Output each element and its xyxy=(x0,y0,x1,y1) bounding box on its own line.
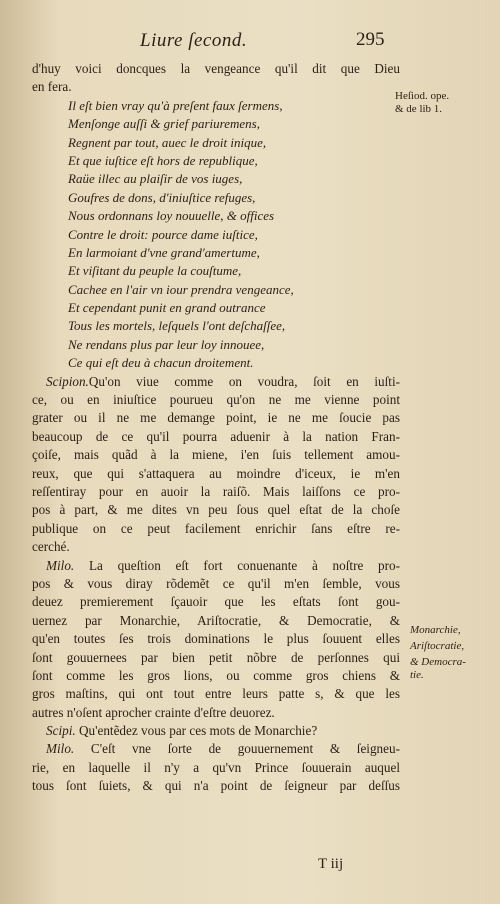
speaker-name: Milo. xyxy=(46,557,75,573)
paragraph-line: tous ſont ſuiets, & qui n'a point de ſeigneur par deſſus xyxy=(32,778,400,794)
body-text xyxy=(32,60,400,796)
intro-line-1: d'huy voici doncques la vengeance qu'il dit que Dieu xyxy=(32,61,400,76)
margin-note-monarchie: Monarchie, xyxy=(410,624,461,636)
paragraph-line: reſſentiray pour en auoir la raiſõ. Mais laiſſons ce pro- xyxy=(32,483,400,499)
scipi-line xyxy=(32,722,400,740)
verse-line: Et viſitant du peuple la couſtume, xyxy=(68,263,242,279)
paragraph-line: deuez premierement ſçauoir que les eſtats ſont gou- xyxy=(32,594,400,610)
verse-line: Et cependant punit en grand outrance xyxy=(68,300,266,316)
paragraph-line-text: La queſtion eſt fort conuenante à noſtre pro- xyxy=(88,557,400,573)
verse-line: Raüe illec au plaiſir de vos iuges, xyxy=(68,171,243,187)
paragraph-line: cerché. xyxy=(32,539,70,555)
paragraph-line: ce, ou en iniuſtice pourueu qu'on ne me vienne point xyxy=(32,392,400,408)
speaker-name: Scipi. xyxy=(46,723,76,739)
verse-line: Goufres de dons, d'iniuſtice refuges, xyxy=(68,189,256,205)
verse-line: Ce qui eſt deu à chacun droitement. xyxy=(68,355,254,371)
milo-paragraph-2 xyxy=(32,740,400,795)
paragraph-line: pos à part, & me dites vn peu ſous quel eſtat de la choſe xyxy=(32,502,400,518)
paragraph-line xyxy=(32,740,400,758)
paragraph-line: qu'en toutes ſes trois dominations le plus ſouuent elles xyxy=(32,631,400,647)
margin-note-democratie: & Democra- xyxy=(410,656,466,668)
paragraph-line: reux, que qui s'attaquera au moindre d'iceux, ie m'en xyxy=(32,465,400,481)
margin-note-tie: tie. xyxy=(410,669,424,681)
verse-line: Menſonge auſſi & grief pariuremens, xyxy=(68,116,260,132)
margin-note-hesiod-2: & de lib 1. xyxy=(395,103,443,115)
verse-line: Regnent par tout, auec le droit inique, xyxy=(68,134,267,150)
paragraph-line: beaucoup de ce qu'il pourra aduenir à la nation Fran- xyxy=(32,428,400,444)
margin-note-aristocratie: Ariſtocratie, xyxy=(410,640,465,652)
milo-paragraph xyxy=(32,557,400,723)
scipion-paragraph xyxy=(32,373,400,557)
paragraph-line: uernez par Monarchie, Ariſtocratie, & Democratie, & xyxy=(32,612,400,628)
page-header xyxy=(0,30,500,54)
paragraph-line-text: Qu'on viue comme on voudra, ſoit en iuſti- xyxy=(88,373,400,389)
paragraph-line: gros maſtins, qui ont tout entre leurs patte s, & que les xyxy=(32,686,400,702)
paragraph-line xyxy=(32,557,400,575)
paragraph-line-text: Qu'entẽdez vous par ces mots de Monarchie? xyxy=(78,723,318,739)
speaker-name: Scipion. xyxy=(46,373,89,389)
paragraph-line: çoiſe, mais quãd à la miene, i'en ſuis tellement amou- xyxy=(32,447,400,463)
paragraph-line: grater ou il ne me demange point, ie ne me ſoucie pas xyxy=(32,410,400,426)
paragraph-line: pos & vous diray rõdemẽt ce qu'il m'en ſemble, vous xyxy=(32,575,400,591)
running-title: Liure ſecond. xyxy=(140,30,248,51)
signature-mark: T iij xyxy=(318,856,344,872)
verse-line: Ne rendans plus par leur loy innouee, xyxy=(68,336,265,352)
verse-line: Cachee en l'air vn iour prendra vengeance, xyxy=(68,281,294,297)
verse-line: Tous les mortels, leſquels l'ont deſchaſſee, xyxy=(68,318,286,334)
paragraph-line: publique on ce peut facilement enrichir ſans eſtre re- xyxy=(32,520,400,536)
poem xyxy=(32,97,400,373)
verse-line: En larmoiant d'vne grand'amertume, xyxy=(68,244,260,260)
speaker-name: Milo. xyxy=(46,741,75,757)
intro-line-2: en fera. xyxy=(32,79,72,95)
verse-line: Il eſt bien vray qu'à preſent faux ſermens, xyxy=(68,97,283,113)
paragraph-line: ſont gouuernees par bien petit nõbre de perſonnes qui xyxy=(32,649,400,665)
verse-line: Nous ordonnans loy nouuelle, & offices xyxy=(68,208,275,224)
paragraph-line xyxy=(32,373,400,391)
margin-note-hesiod-1: Heſiod. ope. xyxy=(395,90,450,102)
paragraph-line: autres n'oſent aprocher crainte d'eſtre deuorez. xyxy=(32,704,275,720)
verse-line: Et que iuſtice eſt hors de republique, xyxy=(68,152,258,168)
verse-line: Contre le droit: pource dame iuſtice, xyxy=(68,226,258,242)
page-number: 295 xyxy=(356,29,385,50)
paragraph-line-text: C'eſt vne ſorte de gouuernement & ſeigneu- xyxy=(90,741,400,757)
paragraph-line: rie, en laquelle il n'y a qu'vn Prince ſouuerain auquel xyxy=(32,759,400,775)
paragraph-line: ſont comme les gros lions, ou comme gros chiens & xyxy=(32,667,400,683)
